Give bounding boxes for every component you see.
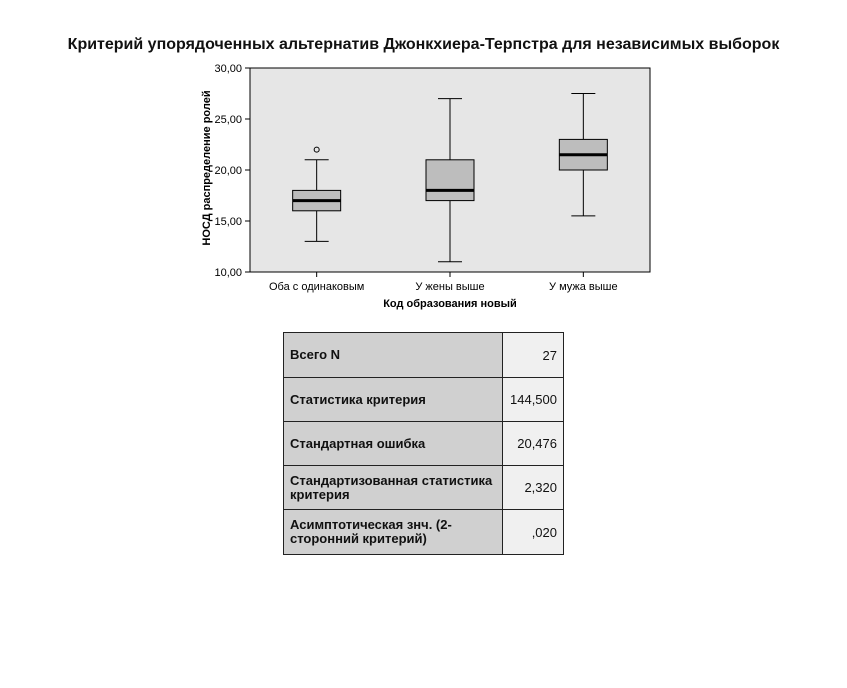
x-tick-label: У жены выше [415, 281, 485, 293]
x-tick-label: У мужа выше [549, 281, 618, 293]
x-tick-label: Оба с одинаковым [268, 281, 365, 293]
test-summary-table [283, 332, 564, 555]
row-label-total-n: Всего N [284, 333, 503, 378]
y-tick-label: 15,00 [214, 216, 242, 228]
table-row [284, 333, 564, 378]
row-label-asymptotic-significance: Асимптотическая знч. (2-сторонний критерий) [284, 510, 503, 555]
table-row [284, 378, 564, 422]
boxplot-chart [0, 0, 847, 320]
row-label-test-statistic: Статистика критерия [284, 378, 503, 422]
table-row [284, 422, 564, 466]
y-tick-label: 20,00 [214, 165, 242, 177]
table-row [284, 466, 564, 510]
row-value-standardized-statistic: 2,320 [503, 466, 564, 510]
y-tick-label: 25,00 [214, 114, 242, 126]
y-axis-title: НОСД распределение ролей [201, 90, 213, 246]
row-value-test-statistic: 144,500 [503, 378, 564, 422]
row-label-standard-error: Стандартная ошибка [284, 422, 503, 466]
row-label-standardized-statistic: Стандартизованная статистика критерия [284, 466, 503, 510]
table-row [284, 510, 564, 555]
iqr-box [426, 160, 474, 201]
x-axis-title: Код образования новый [383, 298, 517, 310]
chart-title: Критерий упорядоченных альтернатив Джонкхиера-Терпстра для независимых выборок [67, 36, 780, 53]
y-tick-label: 10,00 [214, 267, 242, 279]
y-tick-label: 30,00 [214, 63, 242, 75]
row-value-asymptotic-significance: ,020 [503, 510, 564, 555]
row-value-total-n: 27 [503, 333, 564, 378]
row-value-standard-error: 20,476 [503, 422, 564, 466]
